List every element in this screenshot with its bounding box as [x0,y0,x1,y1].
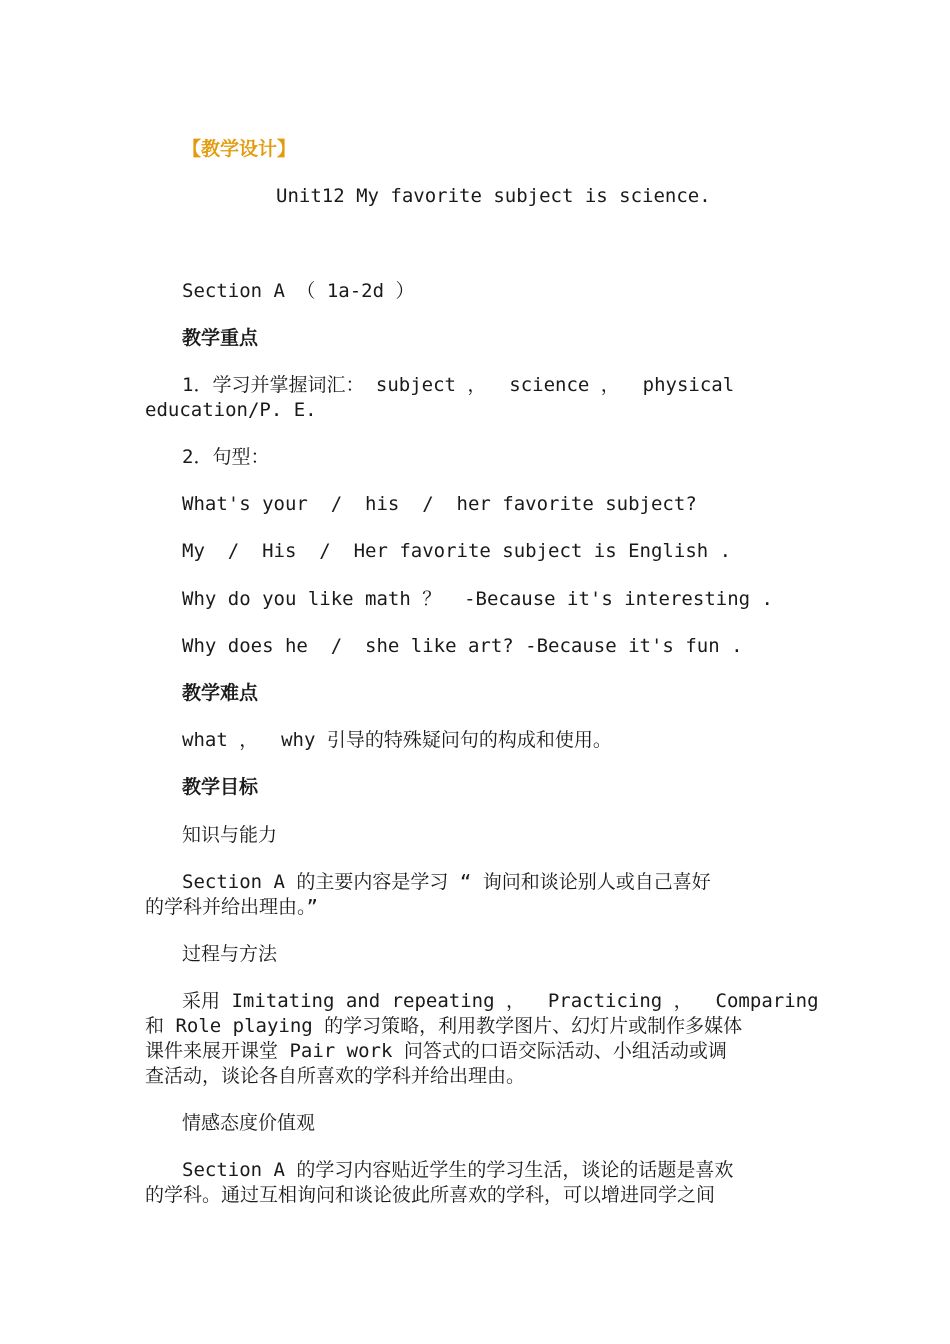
attitude-text-line-1: Section A 的学习内容贴近学生的学习生活，谈论的话题是喜欢 [182,1159,734,1181]
key-points-heading: 教学重点 [182,327,259,349]
key-point-1-line-2: education/P. E. [145,399,317,421]
sentence-pattern-4: Why does he / she like art? -Because it's fun . [182,635,743,657]
process-text-line-1: 采用 Imitating and repeating ， Practicing ， Comparing [182,990,819,1012]
knowledge-heading: 知识与能力 [182,824,278,846]
section-tag: 【教学设计】 [182,138,297,160]
difficulty-text: what ， why 引导的特殊疑问句的构成和使用。 [182,729,612,751]
key-point-2: 2．句型： [182,446,270,468]
process-text-line-3: 课件来展开课堂 Pair work 问答式的口语交际活动、小组活动或调 [145,1040,727,1062]
process-text-line-4: 查活动，谈论各自所喜欢的学科并给出理由。 [145,1065,526,1087]
goals-heading: 教学目标 [182,776,259,798]
attitude-text-line-2: 的学科。通过互相询问和谈论彼此所喜欢的学科，可以增进同学之间 [145,1184,716,1206]
sentence-pattern-3: Why do you like math ？ -Because it's interesting . [182,588,773,610]
knowledge-text-line-1: Section A 的主要内容是学习 “ 询问和谈论别人或自己喜好 [182,871,711,893]
attitude-heading: 情感态度价值观 [182,1112,316,1134]
sentence-pattern-2: My / His / Her favorite subject is English . [182,540,732,562]
difficulty-heading: 教学难点 [182,682,259,704]
document-title: Unit12 My favorite subject is science. [276,185,711,207]
section-label: Section A （ 1a-2d ） [182,280,415,302]
process-heading: 过程与方法 [182,943,278,965]
knowledge-text-line-2: 的学科并给出理由。” [145,896,318,918]
key-point-1-line-1: 1．学习并掌握词汇： subject ， science ， physical [182,374,735,396]
sentence-pattern-1: What's your / his / her favorite subject? [182,493,697,515]
process-text-line-2: 和 Role playing 的学习策略，利用教学图片、幻灯片或制作多媒体 [145,1015,743,1037]
